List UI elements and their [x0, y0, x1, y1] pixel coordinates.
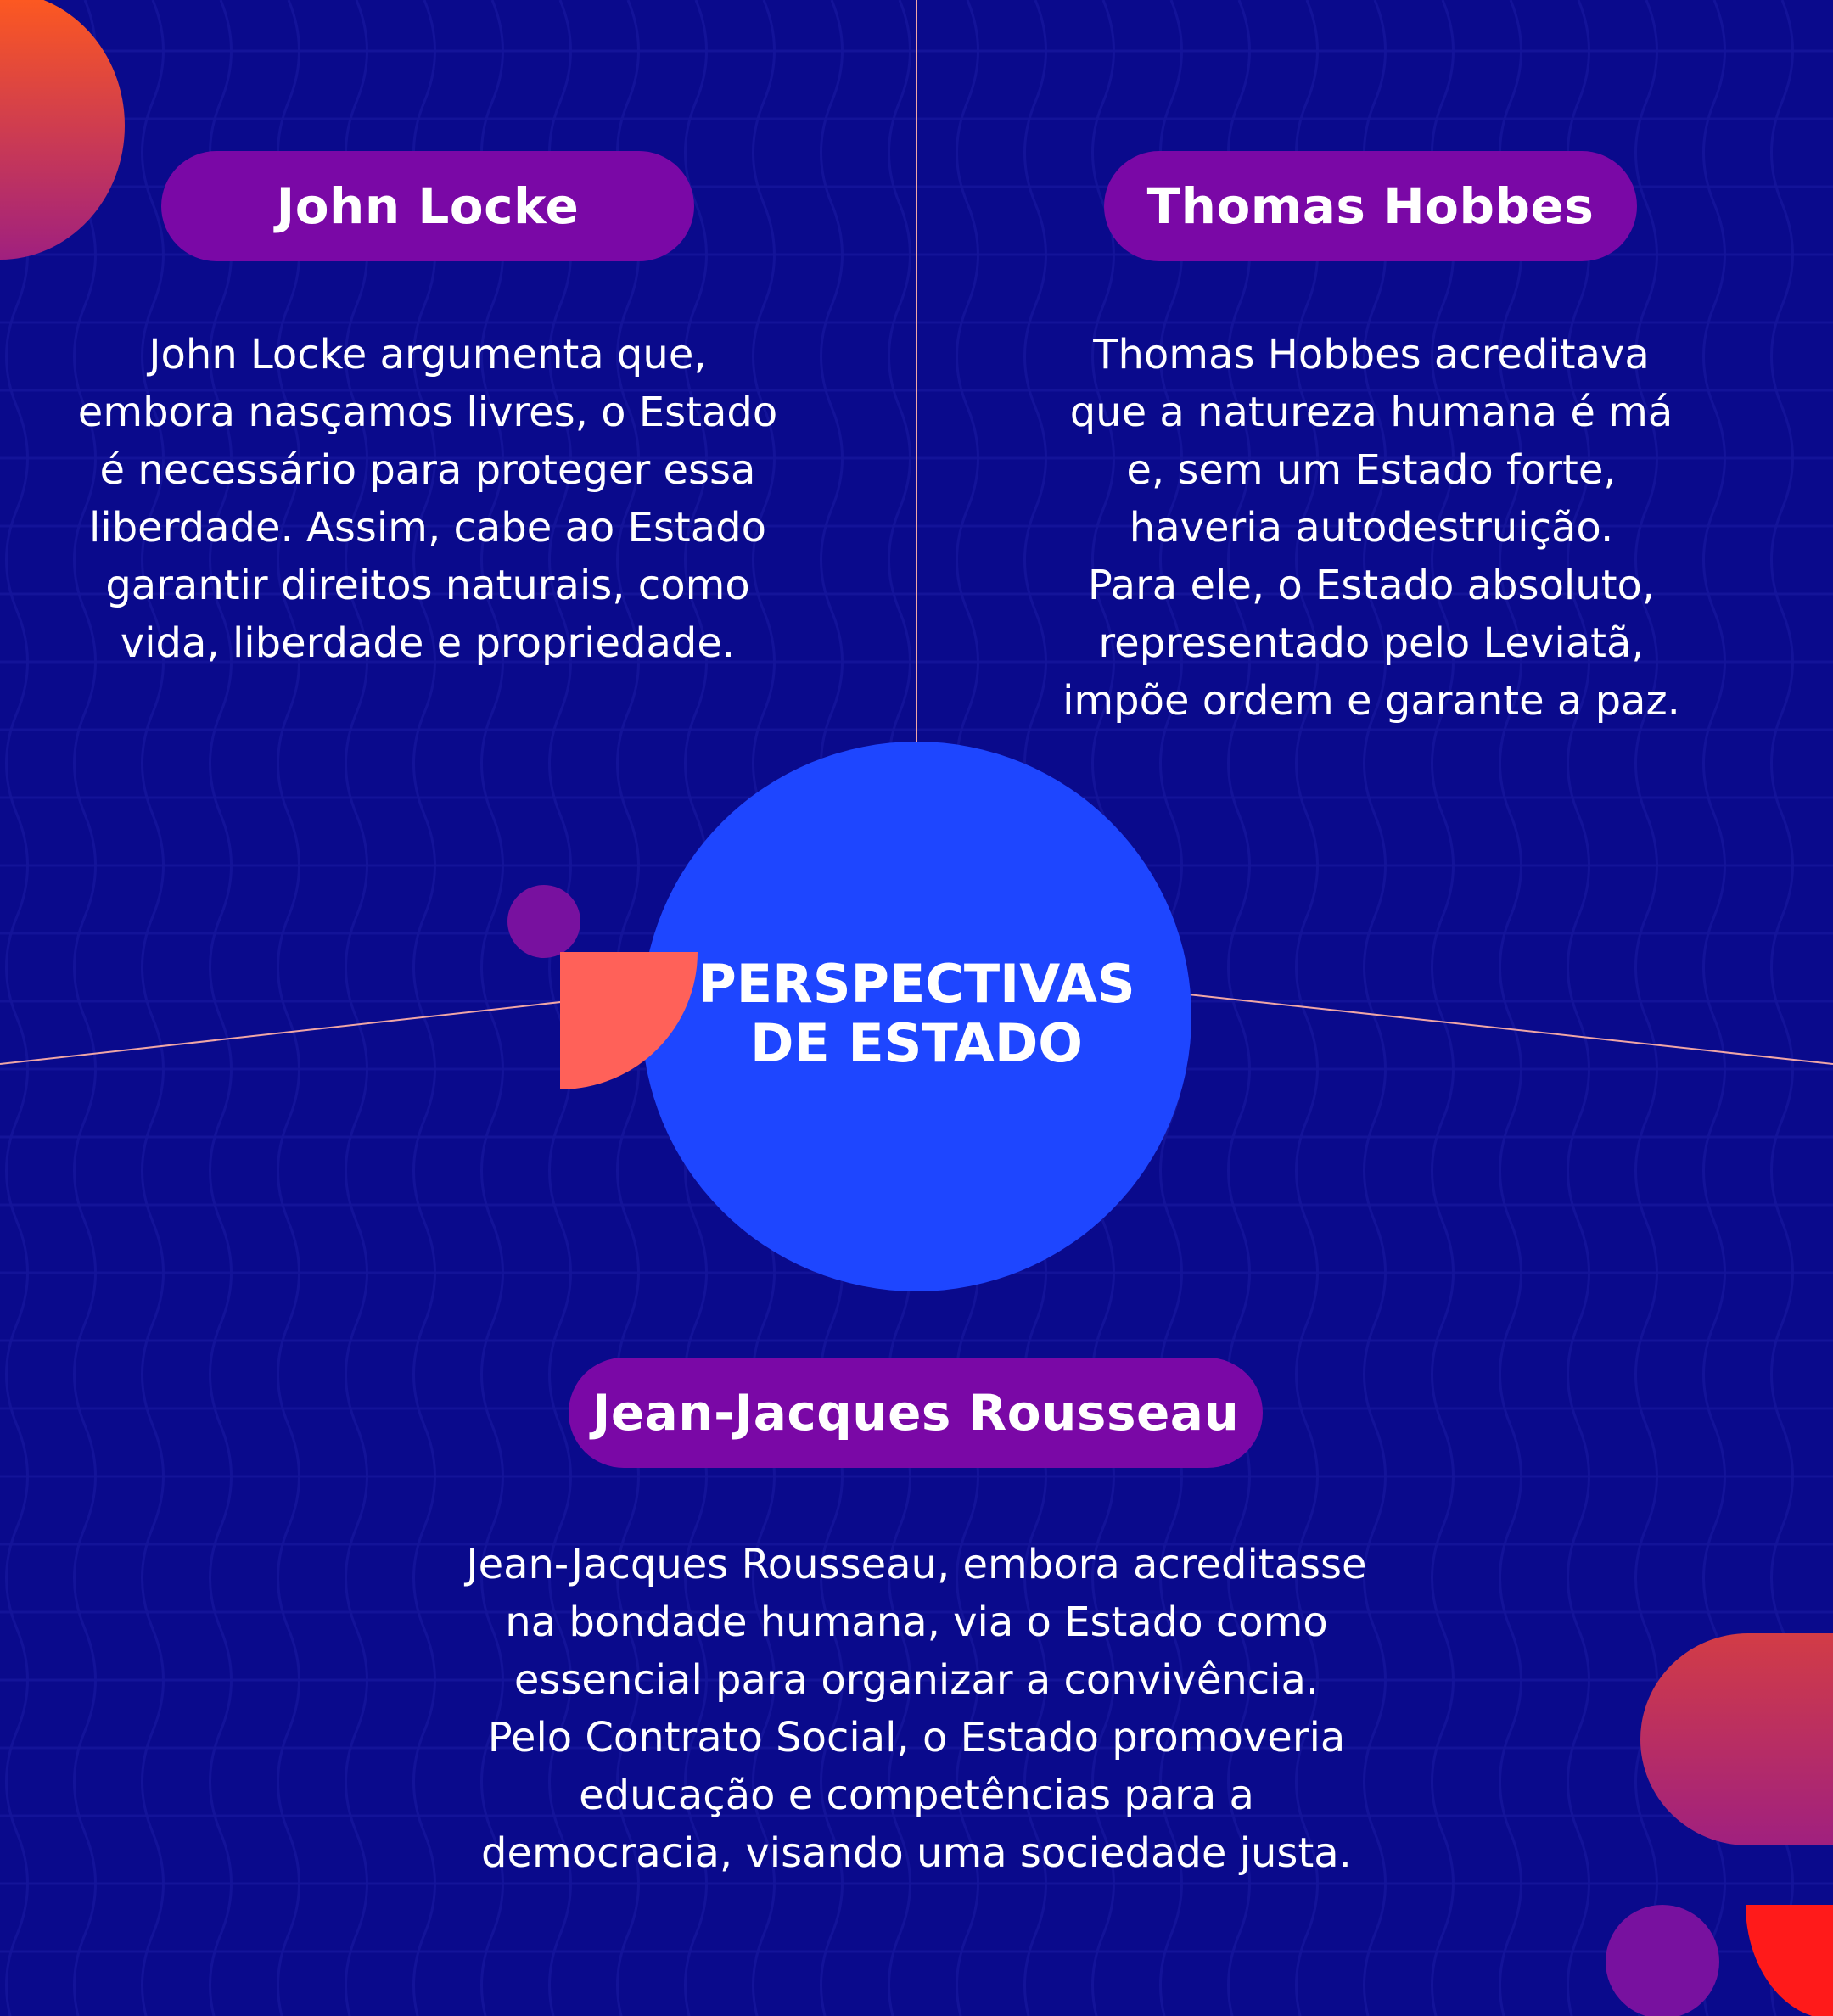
hobbes-line: Para ele, o Estado absoluto,: [1087, 562, 1656, 609]
rousseau-name: Jean-Jacques Rousseau: [591, 1384, 1240, 1442]
gradient-semicircle-bottom-right: [1640, 1633, 1833, 1845]
hobbes-line: Thomas Hobbes acreditava: [1093, 331, 1650, 378]
hobbes-line: e, sem um Estado forte,: [1126, 446, 1617, 494]
locke-line: John Locke argumenta que,: [149, 331, 707, 378]
gradient-semicircle-top-left: [0, 0, 125, 260]
center-title-line-1: PERSPECTIVAS: [698, 953, 1135, 1015]
rousseau-line: essencial para organizar a convivência.: [513, 1656, 1320, 1704]
hobbes-line: representado pelo Leviatã,: [1098, 619, 1645, 667]
locke-name: John Locke: [276, 177, 580, 235]
rousseau-line: Pelo Contrato Social, o Estado promoveria: [487, 1714, 1346, 1761]
connector-line-right: [1188, 994, 1833, 1064]
rousseau-description: [407, 1536, 1426, 1882]
red-quarter-shape-bottom-right: [1746, 1905, 1833, 2016]
hobbes-line: que a natureza humana é má: [1069, 389, 1673, 436]
center-title: [645, 955, 1188, 1073]
hobbes-name: Thomas Hobbes: [1146, 177, 1595, 235]
locke-line: vida, liberdade e propriedade.: [120, 619, 736, 667]
hobbes-name-pill: [1104, 151, 1637, 261]
rousseau-line: democracia, visando uma sociedade justa.: [481, 1829, 1352, 1877]
rousseau-line: Jean-Jacques Rousseau, embora acreditasse: [466, 1541, 1367, 1588]
connector-line-left: [0, 993, 645, 1064]
rousseau-line: educação e competências para a: [579, 1772, 1254, 1819]
hobbes-line: impõe ordem e garante a paz.: [1062, 677, 1680, 725]
hobbes-description: [995, 326, 1748, 730]
rousseau-line: na bondade humana, via o Estado como: [505, 1599, 1328, 1646]
locke-line: embora nasçamos livres, o Estado: [77, 389, 778, 436]
locke-line: é necessário para proteger essa: [99, 446, 756, 494]
locke-line: liberdade. Assim, cabe ao Estado: [89, 504, 766, 552]
center-title-line-2: DE ESTADO: [749, 1012, 1084, 1074]
rousseau-name-pill: [569, 1358, 1263, 1468]
locke-name-pill: [161, 151, 694, 261]
locke-description: [51, 326, 804, 672]
hobbes-line: haveria autodestruição.: [1129, 504, 1614, 552]
purple-dot-bottom-right: [1606, 1905, 1719, 2016]
locke-line: garantir direitos naturais, como: [105, 562, 750, 609]
purple-dot-center: [507, 885, 580, 958]
